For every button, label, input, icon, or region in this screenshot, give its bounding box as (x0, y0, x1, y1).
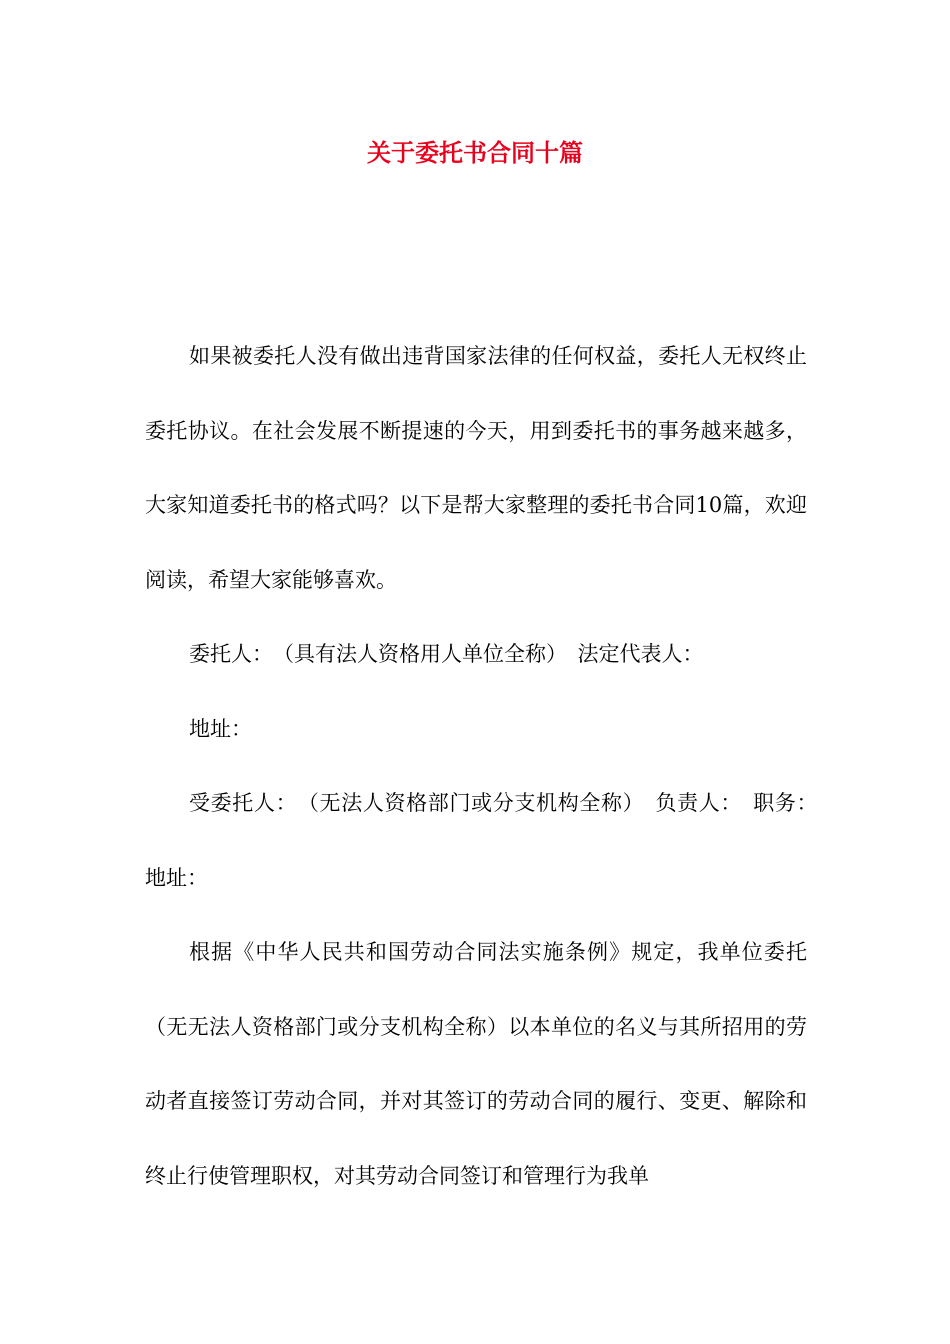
principal-line: 委托人： （具有法人资格用人单位全称） 法定代表人： (189, 642, 704, 666)
agent-line: 受委托人： （无法人资格部门或分支机构全称） 负责人： 职务： 地址： (145, 791, 828, 890)
authorization-paragraph: 根据《中华人民共和国劳动合同法实施条例》规定，我单位委托 （无无法人资格部门或分支机构全称）以本单位的名义与其所招用的劳动者直接签订劳动合同，并对其签订的劳动合同的履行、变更、解除和终止行使管理职权，对其劳动合同签订和管理行为我单 (145, 940, 828, 1188)
address-line: 地址： (189, 716, 252, 741)
document-body (145, 319, 828, 1213)
intro-paragraph: 如果被委托人没有做出违背国家法律的任何权益，委托人无权终止委托协议。在社会发展不断提速的今天，用到委托书的事务越来越多，大家知道委托书的格式吗？以下是帮大家整理的委托书合同10篇，欢迎阅读，希望大家能够喜欢。 (145, 344, 807, 592)
document-title: 关于委托书合同十篇 (367, 139, 583, 167)
